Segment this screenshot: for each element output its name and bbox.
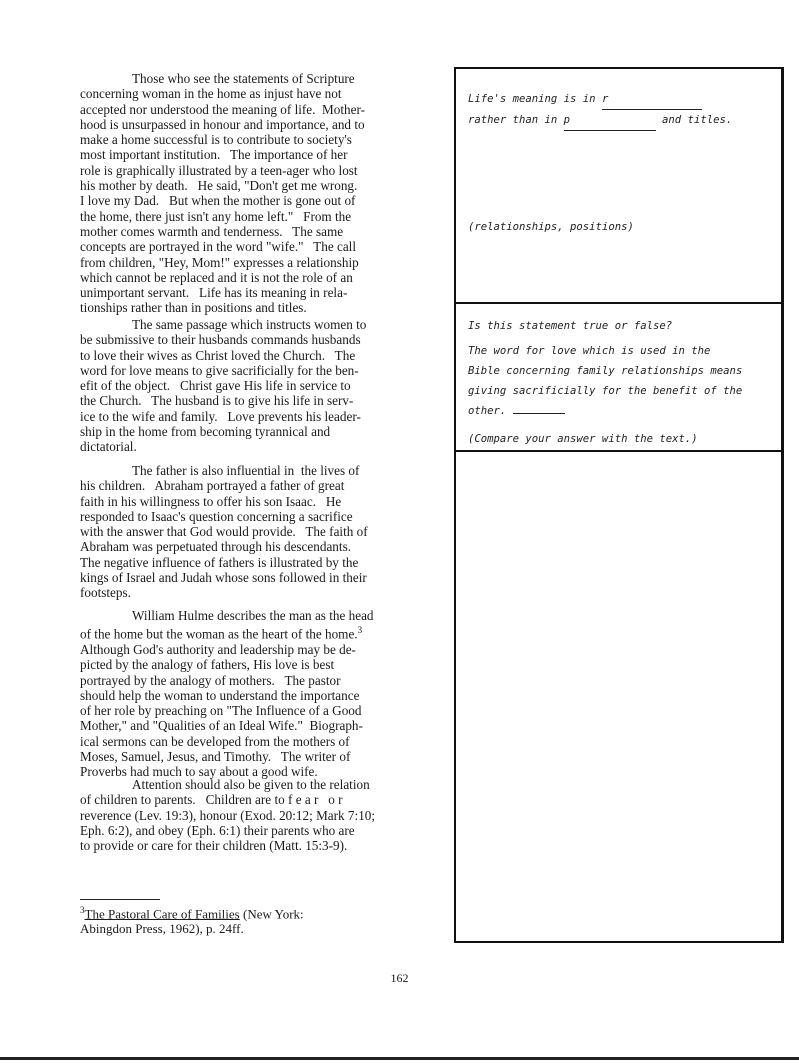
- frame-1: [456, 89, 781, 237]
- text-line: his mother by death. He said, "Don't get me wrong.: [80, 178, 358, 194]
- blank-hint: r: [601, 93, 609, 105]
- text-line: concerning woman in the home as injust have not: [80, 86, 342, 102]
- text-line: picted by the analogy of fathers, His love is best: [80, 657, 335, 673]
- text-line: Eph. 6:2), and obey (Eph. 6:1) their parents who are: [80, 822, 355, 838]
- footnote-rule: [80, 899, 160, 900]
- text-line: of her role by preaching on "The Influence of a Good: [80, 703, 362, 719]
- footnote-number: 3: [80, 905, 85, 915]
- text-line: hood is unsurpassed in honour and importance, and to: [80, 116, 365, 132]
- text-line: of children to parents. Children are to f e a r o r: [80, 792, 343, 808]
- text-line: faith in his willingness to offer his son Isaac. He: [80, 493, 342, 509]
- text-line: Attention should also be given to the relation: [132, 777, 370, 792]
- text-line: make a home successful is to contribute to society's: [80, 132, 352, 148]
- text-line: of the home but the woman as the heart of the home.$^3$: [80, 625, 363, 642]
- text-line: kings of Israel and Judah whose sons followed in their: [80, 570, 367, 586]
- text-line: ship in the home from becoming tyrannical and: [80, 424, 331, 440]
- answer-blank: [513, 413, 565, 414]
- text-line: The negative influence of fathers is illustrated by the: [80, 554, 359, 570]
- text-line: Mother," and "Qualities of an Ideal Wife." Biograph-: [80, 718, 363, 734]
- frame-divider: [456, 302, 781, 304]
- frame2-line: other.: [468, 405, 507, 417]
- frame2-question: Is this statement true or false?: [468, 320, 673, 332]
- text-line: ice to the wife and family. Love prevents his leader-: [80, 408, 361, 424]
- frame2-line: giving sacrificially for the benefit of the: [468, 385, 743, 397]
- text-line: which cannot be replaced and it is not the role of an: [80, 269, 353, 285]
- text-line: Moses, Samuel, Jesus, and Timothy. The writer of: [80, 749, 351, 765]
- text-line: the home, there just isn't any home left." From the: [80, 208, 352, 224]
- text-line: the Church. The husband is to give his life in serv-: [80, 393, 354, 409]
- footnote-ref: 3: [357, 625, 363, 636]
- programmed-frames-box: [454, 67, 784, 943]
- text-line: I love my Dad. But when the mother is gone out of: [80, 193, 356, 209]
- answer-blank: [564, 110, 656, 131]
- page-number: 162: [390, 971, 409, 985]
- footnote: [80, 903, 304, 936]
- scan-edge: [0, 1057, 799, 1060]
- footnote-line2: Abingdon Press, 1962), p. 24ff.: [80, 921, 244, 937]
- text-line: The same passage which instructs women to: [132, 317, 367, 332]
- text-line: reverence (Lev. 19:3), honour (Exod. 20:12; Mark 7:10;: [80, 807, 376, 823]
- text-line: The father is also influential in the lives of: [132, 463, 360, 478]
- frame1-answer: (relationships, positions): [468, 221, 634, 233]
- frame-2: [456, 316, 781, 449]
- frame1-text: and titles.: [655, 114, 733, 126]
- text-line: most important institution. The importance of her: [80, 147, 348, 163]
- text-line: tionships rather than in positions and titles.: [80, 300, 307, 316]
- text-line: efit of the object. Christ gave His life in service to: [80, 378, 351, 394]
- text-line: to provide or care for their children (Matt. 15:3-9).: [80, 838, 348, 854]
- text-line: from children, "Hey, Mom!" expresses a relationship: [80, 254, 359, 270]
- text-line: Although God's authority and leadership may be de-: [80, 641, 356, 657]
- paragraph-fathers: [80, 463, 460, 601]
- text-line: dictatorial.: [80, 439, 137, 455]
- frame2-line: Bible concerning family relationships means: [468, 365, 743, 377]
- text-line: word for love means to give sacrificially for the ben-: [80, 362, 359, 378]
- text-line: to love their wives as Christ loved the Church. The: [80, 347, 356, 363]
- text-line: William Hulme describes the man as the head: [132, 608, 374, 623]
- text-line: portrayed by the analogy of mothers. The pastor: [80, 672, 341, 688]
- text-line: unimportant servant. Life has its meaning in rela-: [80, 285, 348, 301]
- paragraph-motherhood: [80, 71, 460, 316]
- text-line: footsteps.: [80, 585, 131, 601]
- text-line: should help the woman to understand the importance: [80, 687, 360, 703]
- text-line: role is graphically illustrated by a teen-ager who lost: [80, 162, 358, 178]
- footnote-title: The Pastoral Care of Families: [84, 906, 240, 922]
- frame-divider: [456, 450, 781, 452]
- frame2-line: The word for love which is used in the: [468, 345, 711, 357]
- frame2-note: (Compare your answer with the text.): [468, 433, 698, 445]
- text-line: Proverbs had much to say about a good wife.: [80, 764, 318, 780]
- text-line: mother comes warmth and tenderness. The same: [80, 223, 344, 239]
- text-line: accepted nor understood the meaning of life. Mother-: [80, 101, 365, 117]
- text-line: Those who see the statements of Scripture: [132, 71, 355, 86]
- paragraph-hulme: [80, 608, 460, 780]
- text-line: ical sermons can be developed from the mothers of: [80, 733, 350, 749]
- text-line: concepts are portrayed in the word "wife." The call: [80, 239, 356, 255]
- text-line: with the answer that God would provide. The faith of: [80, 524, 368, 540]
- frame1-text: Life's meaning is in: [468, 93, 602, 105]
- text-line: his children. Abraham portrayed a father of great: [80, 478, 345, 494]
- frame1-text: rather than in: [468, 114, 564, 126]
- paragraph-husbands: [80, 317, 460, 455]
- paragraph-children: [80, 777, 460, 853]
- answer-blank: [602, 89, 702, 110]
- text-line: Abraham was perpetuated through his descendants.: [80, 539, 351, 555]
- text-line: be submissive to their husbands commands husbands: [80, 332, 361, 348]
- blank-hint: p: [563, 114, 571, 126]
- footnote-publisher: (New York:: [239, 906, 304, 922]
- text-line: responded to Isaac's question concerning a sacrifice: [80, 508, 353, 524]
